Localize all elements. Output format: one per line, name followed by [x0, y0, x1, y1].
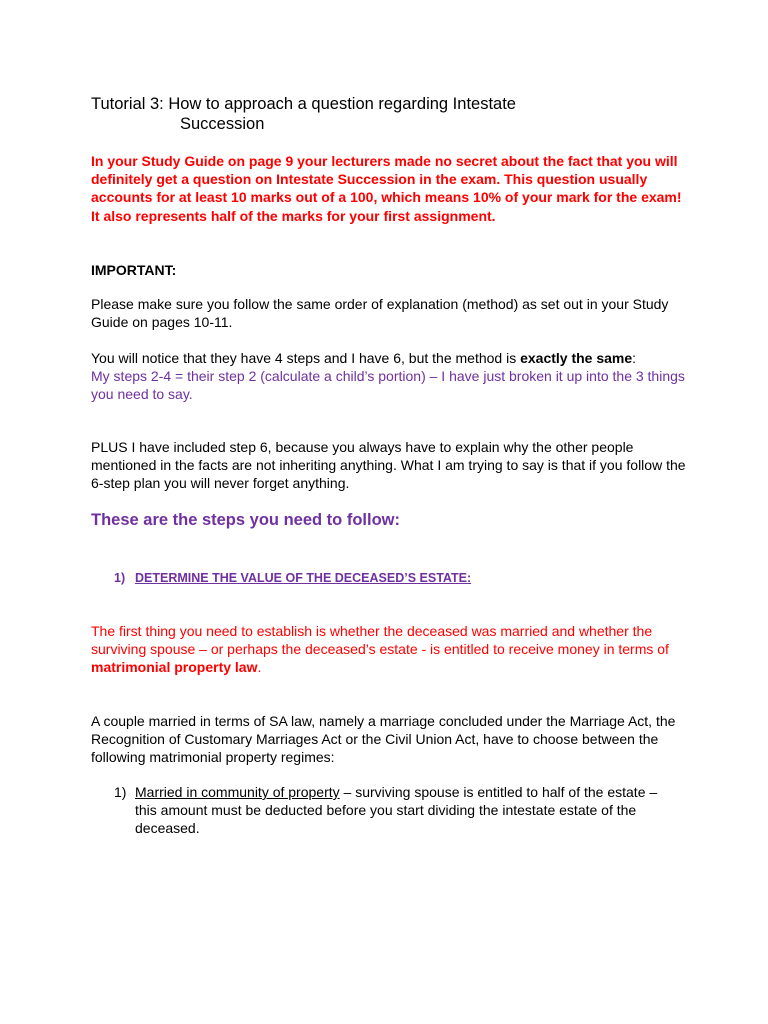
list-item-rest: – surviving spouse is entitled to half of the estate – this amount must be deducted before you start dividing the intestate estate of the deceased.	[135, 784, 658, 837]
steps-comparison-bold: exactly the same	[520, 350, 633, 366]
steps-comparison-note: My steps 2-4 = their step 2 (calculate a child’s portion) – I have just broken it up into the 3 things you need to say.	[91, 368, 685, 403]
matrimonial-paragraph	[91, 622, 691, 677]
intro-paragraph: In your Study Guide on page 9 your lecturers made no secret about the fact that you will definitely get a question on Intestate Succession in the exam. This question usually accounts for at least 10 marks out of a 100, which means 10% of your mark for the exam! It also represents half of the marks for your first assignment.	[91, 153, 682, 224]
marriage-regimes-paragraph: A couple married in terms of SA law, namely a marriage concluded under the Marriage Act, the Recognition of Customary Marriages Act or the Civil Union Act, have to choose between the following matrimonial property regimes:	[91, 713, 676, 766]
steps-comparison-after: :	[632, 350, 637, 366]
title-line-1: Tutorial 3: How to approach a question regarding Intestate	[91, 95, 516, 113]
matrimonial-after: .	[257, 659, 262, 676]
step-1-heading	[114, 570, 471, 586]
important-label: IMPORTANT:	[91, 262, 177, 278]
matrimonial-bold: matrimonial property law	[91, 659, 258, 676]
list-item-body	[114, 783, 674, 838]
page-title	[91, 94, 516, 134]
list-item-underlined: Married in community of property	[135, 784, 340, 800]
list-item	[114, 783, 674, 838]
method-paragraph: Please make sure you follow the same order of explanation (method) as set out in your Study Guide on pages 10-11.	[91, 296, 669, 331]
title-line-2: Succession	[180, 115, 265, 133]
steps-comparison-text: You will notice that they have 4 steps and I have 6, but the method is	[91, 350, 521, 366]
step-1-number: 1)	[114, 571, 126, 585]
list-item-number: 1)	[114, 784, 127, 800]
step-six-paragraph: PLUS I have included step 6, because you always have to explain why the other people mentioned in the facts are not inheriting anything. What I am trying to say is that if you follow the 6-step plan you will never forget anything.	[91, 439, 686, 492]
step-1-text: DETERMINE THE VALUE OF THE DECEASED’S ESTATE:	[135, 571, 472, 585]
matrimonial-text: The first thing you need to establish is whether the deceased was married and whether the surviving spouse – or perhaps the deceased’s estate - is entitled to receive money in terms of	[91, 623, 669, 658]
steps-heading: These are the steps you need to follow:	[91, 511, 400, 529]
steps-comparison-paragraph	[91, 349, 691, 404]
